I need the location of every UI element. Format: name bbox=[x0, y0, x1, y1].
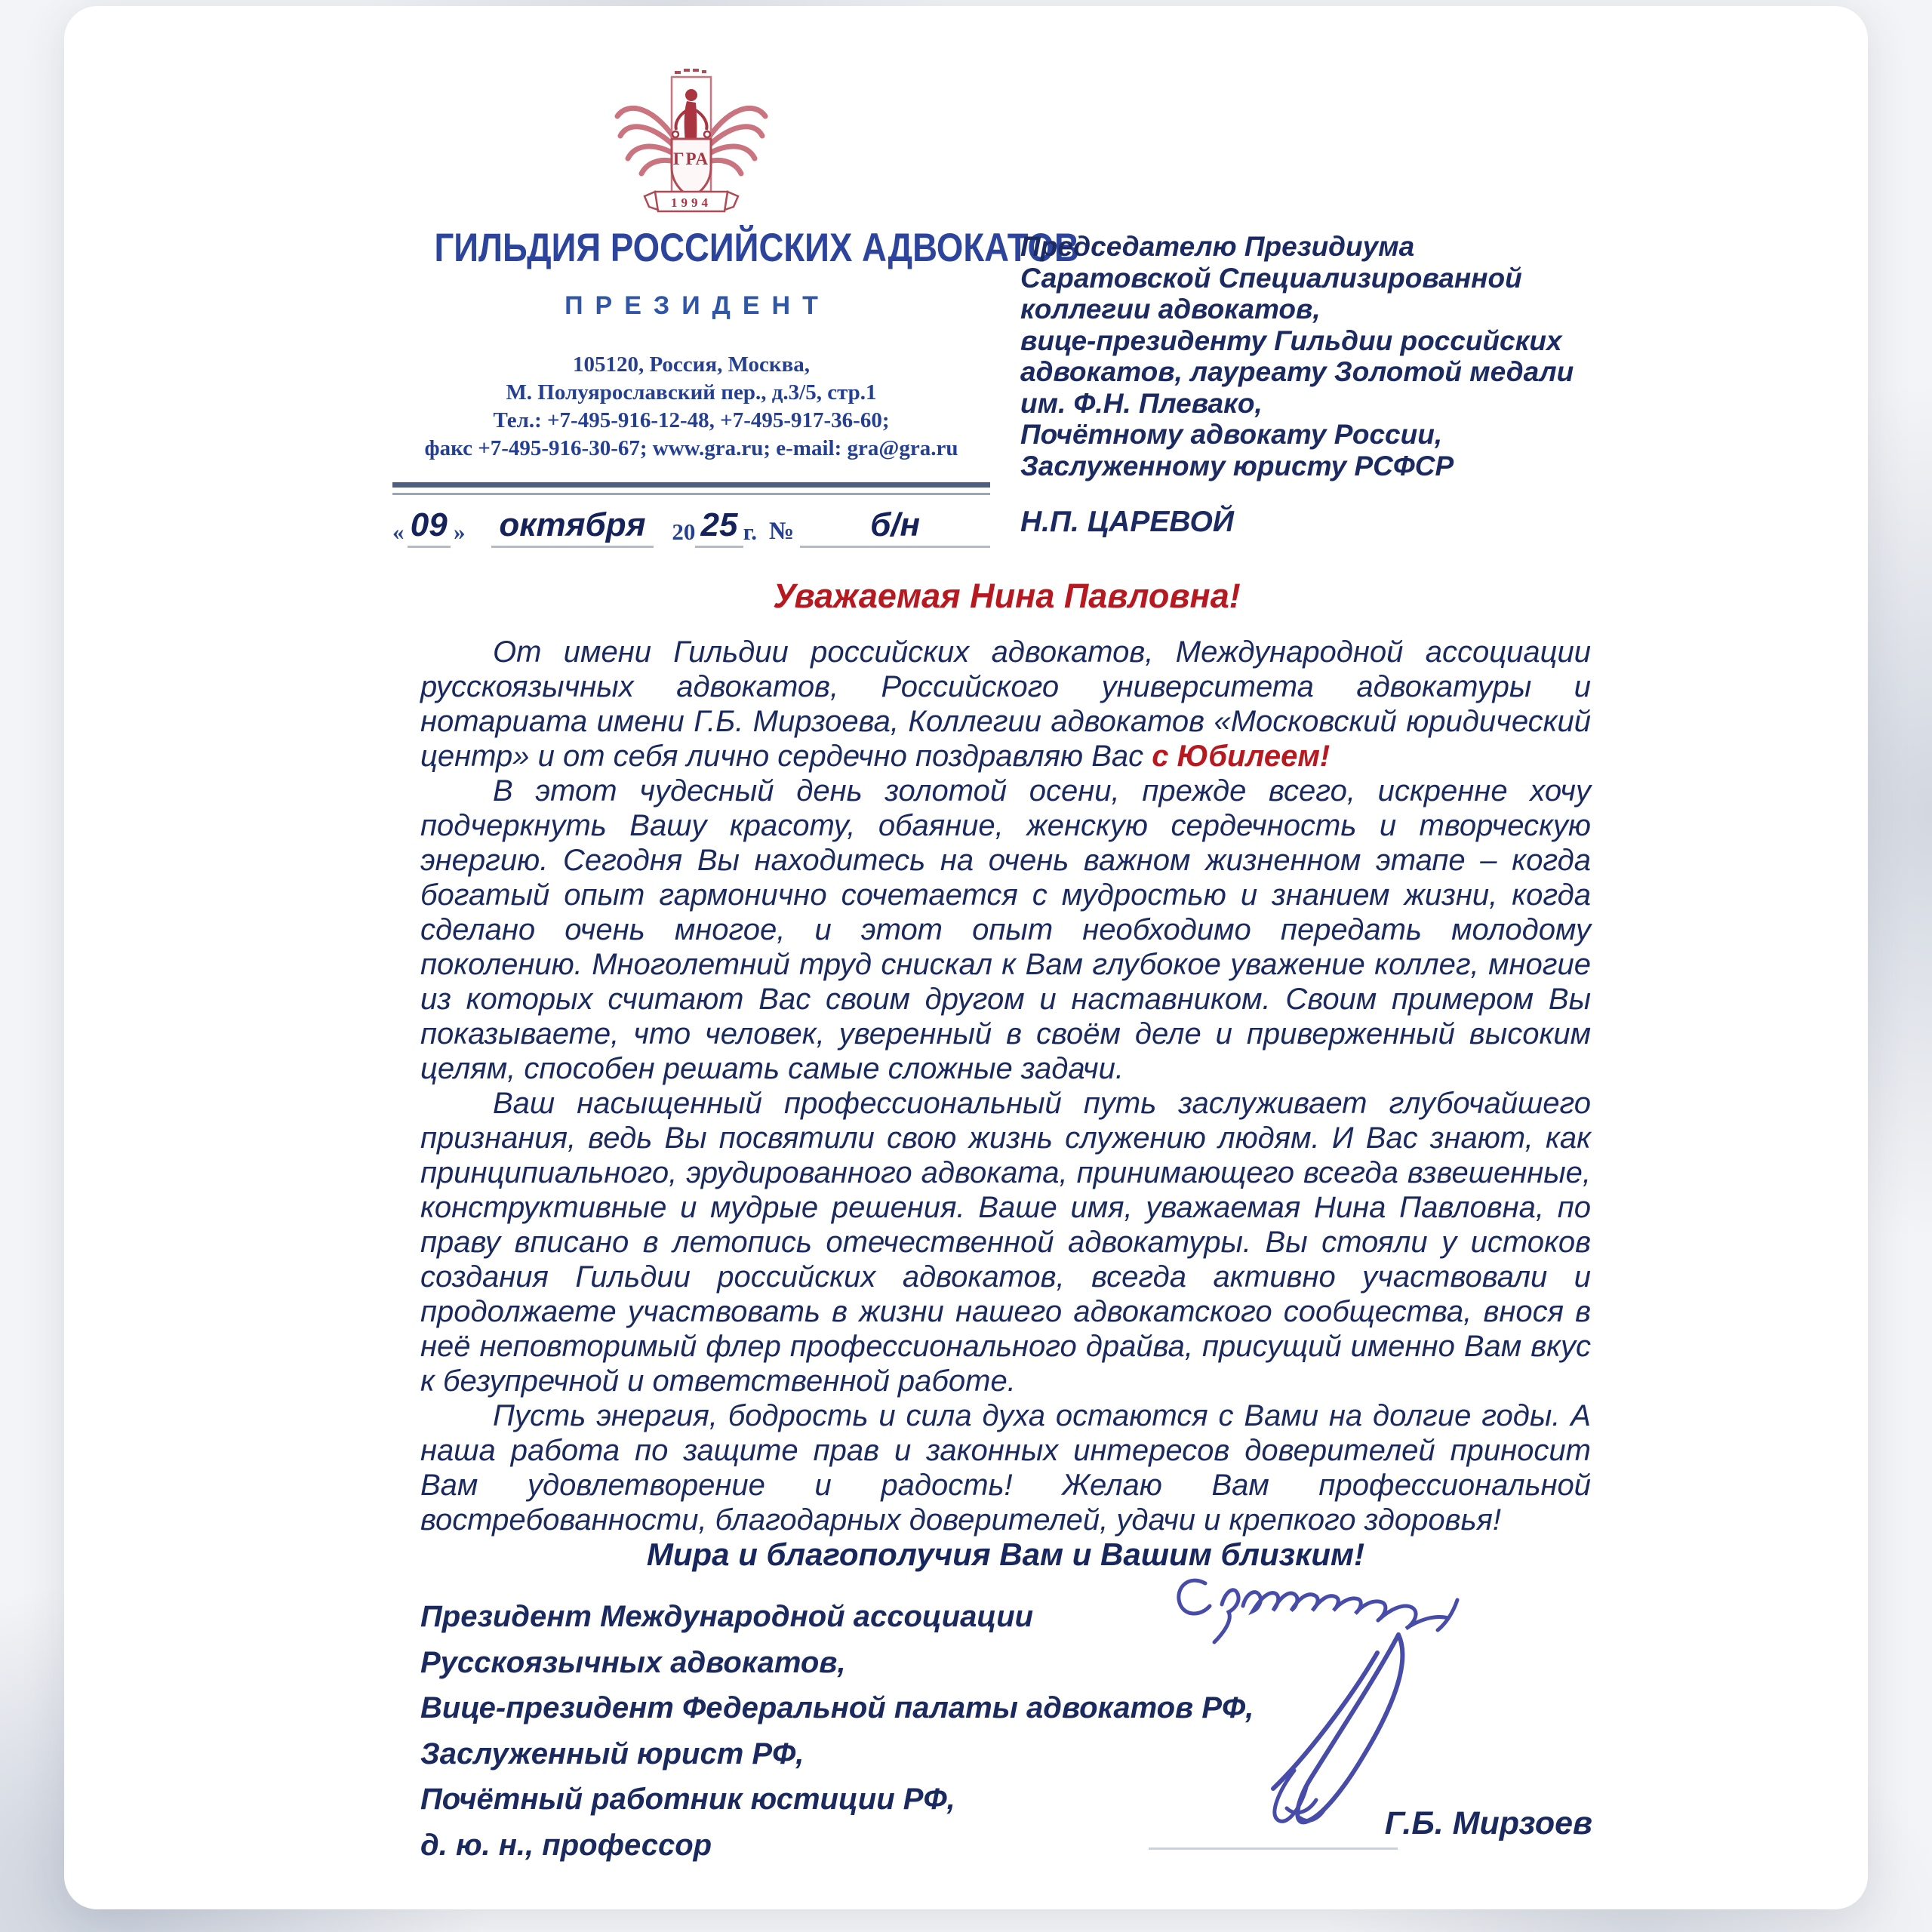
date-day-value: 09 bbox=[408, 509, 451, 548]
recipient-name: Н.П. ЦАРЕВОЙ bbox=[1020, 506, 1234, 538]
recipient-line: коллегии адвокатов, bbox=[1020, 294, 1321, 325]
signer-title-line: Вице-президент Федеральной палаты адвокатов РФ, bbox=[420, 1691, 1254, 1724]
quote-close: » bbox=[454, 518, 466, 545]
closing-wish-line: Мира и благополучия Вам и Вашим близким! bbox=[646, 1537, 1365, 1572]
signer-title-line: д. ю. н., профессор bbox=[420, 1828, 712, 1862]
paragraph: Ваш насыщенный профессиональный путь заслуживает глубочайшего признания, ведь Вы посвятили свою жизнь служению людям. И Вас знают, как принципиального, эрудированного адвоката, принимающего всегда взвешенные, конструктивные и мудрые решения. Ваше имя, уважаемая Нина Павловна, по праву вписано в летопись отечественной адвокатуры. Вы стояли у истоков создания Гильдии российских адвокатов, всегда активно участвовали и продолжаете участвовать в жизни нашего адвокатского сообщества, внося в неё неповторимый флер профессионального драйва, присущий именно Вам вкус к безупречной и ответственной работе. bbox=[420, 1087, 1591, 1398]
recipient-line: вице-президенту Гильдии российских bbox=[1020, 325, 1562, 356]
year-suffix: г. bbox=[743, 518, 758, 545]
divider-rule-thick bbox=[392, 482, 990, 488]
org-address-block bbox=[392, 351, 990, 463]
paragraph: Пусть энергия, бодрость и сила духа остаются с Вами на долгие годы. А наша работа по защите прав и законных интересов доверителей приносит Вам удовлетворение и радость! Желаю Вам профессиональной востребованности, благодарных доверителей, удачи и крепкого здоровья! bbox=[420, 1399, 1591, 1537]
signer-name: Г.Б. Мирзоев bbox=[1384, 1805, 1592, 1841]
letterhead bbox=[392, 66, 1079, 548]
wing-left bbox=[617, 108, 679, 174]
number-sign: № bbox=[769, 518, 795, 545]
recipient-block bbox=[1020, 231, 1609, 481]
wing-right bbox=[703, 108, 765, 174]
salutation-line: Уважаемая Нина Павловна! bbox=[773, 577, 1241, 615]
org-role-subtitle: ПРЕЗИДЕНТ bbox=[565, 291, 830, 320]
recipient-line: Саратовской Специализированной bbox=[1020, 262, 1522, 294]
address-line: 105120, Россия, Москва, bbox=[572, 352, 811, 377]
signature-baseline-rule bbox=[1149, 1847, 1398, 1850]
address-line: факс +7-495-916-30-67; www.gra.ru; e-mail: gra@gra.ru bbox=[424, 436, 958, 460]
date-line bbox=[392, 506, 990, 548]
recipient-line: адвокатов, лауреату Золотой медали bbox=[1020, 356, 1574, 387]
quote-open: « bbox=[392, 518, 405, 545]
recipient-line: Председателю Президиума bbox=[1020, 231, 1415, 262]
signer-title-line: Почётный работник юстиции РФ, bbox=[420, 1783, 955, 1816]
doc-number-value: б/н bbox=[800, 509, 990, 548]
signer-title-line: Заслуженный юрист РФ, bbox=[420, 1737, 804, 1770]
signer-title-line: Русскоязычных адвокатов, bbox=[420, 1645, 846, 1679]
signer-title-line: Президент Международной ассоциации bbox=[420, 1600, 1034, 1633]
guild-emblem-logo bbox=[611, 66, 771, 222]
emblem-top-text-marks bbox=[675, 70, 706, 72]
jubilee-highlight: с Юбилеем! bbox=[1152, 740, 1331, 773]
address-line: М. Полуярославский пер., д.3/5, стр.1 bbox=[506, 380, 877, 405]
divider-rule-thin bbox=[392, 493, 990, 495]
recipient-line: Почётному адвокату России, bbox=[1020, 419, 1443, 450]
recipient-line: Заслуженному юристу РСФСР bbox=[1020, 450, 1454, 481]
recipient-line: им. Ф.Н. Плевако, bbox=[1020, 387, 1263, 419]
paragraph-text: От имени Гильдии российских адвокатов, Международной ассоциации русскоязычных адвокатов, Российского университета адвокатуры и нотариата имени Г.Б. Мирзоева, Коллегии адвокатов «Московский юридический центр» и от себя лично сердечно поздравляю Вас bbox=[420, 635, 1591, 773]
ribbon-year: 1994 bbox=[671, 195, 712, 210]
paragraph: В этот чудесный день золотой осени, прежде всего, искренне хочу подчеркнуть Вашу красоту, обаяние, женскую сердечность и творческую энергию. Сегодня Вы находитесь на очень важном жизненном этапе – когда богатый опыт гармонично сочетается с мудростью и знанием жизни, когда сделано очень многое, и этот опыт необходимо передать молодому поколению. Многолетний труд снискал к Вам глубокое уважение коллег, многие из которых считают Вас своим другом и наставником. Своим примером Вы показываете, что человек, уверенный в своём деле и приверженный высоким целям, способен решать самые сложные задачи. bbox=[420, 774, 1591, 1085]
date-month-value: октября bbox=[491, 509, 654, 548]
org-name-title: ГИЛЬДИЯ РОССИЙСКИХ АДВОКАТОВ bbox=[434, 226, 1079, 270]
date-year-value: 25 bbox=[695, 509, 743, 548]
address-line: Тел.: +7-495-916-12-48, +7-495-917-36-60; bbox=[493, 408, 890, 432]
paragraph bbox=[420, 635, 1591, 774]
letter-body bbox=[420, 635, 1591, 1572]
year-prefix: 20 bbox=[672, 518, 696, 545]
shield-text: ГРА bbox=[672, 149, 710, 168]
